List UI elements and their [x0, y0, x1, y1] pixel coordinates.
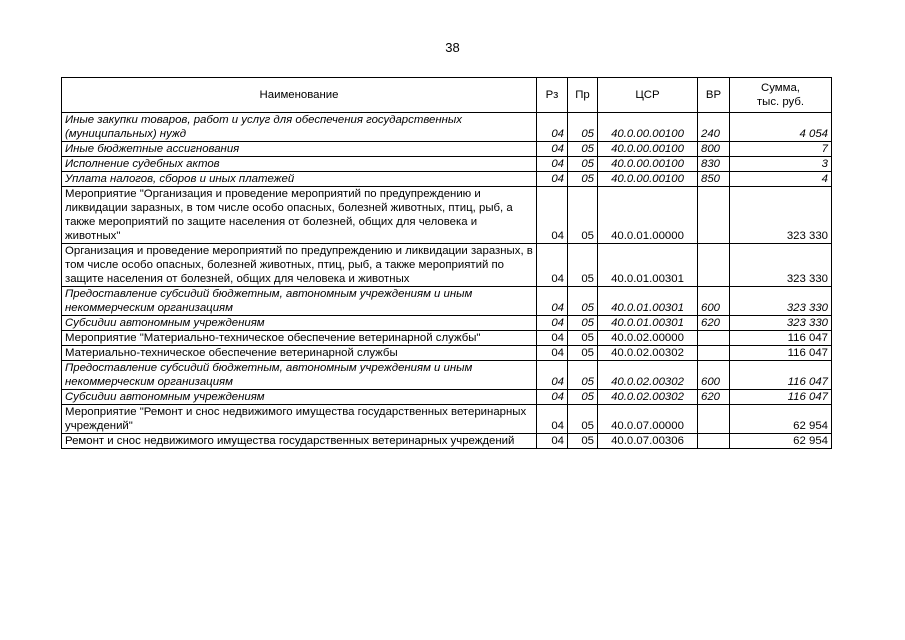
row-pr-cell: 05 [568, 361, 598, 390]
row-rz-cell: 04 [537, 331, 568, 346]
table-row [62, 346, 832, 361]
row-rz-cell: 04 [537, 287, 568, 316]
row-name-cell: Мероприятие "Организация и проведение мероприятий по предупреждению и ликвидации заразных, в том числе особо опасных, болезней животных, птиц, рыб, а также мероприятий по защите населения от болезней, общих для человека и животных" [62, 187, 537, 244]
row-vr-cell [698, 331, 730, 346]
row-rz-cell: 04 [537, 157, 568, 172]
row-csr-cell: 40.0.00.00100 [598, 172, 698, 187]
row-pr-cell: 05 [568, 172, 598, 187]
table-row [62, 434, 832, 449]
row-pr-cell: 05 [568, 434, 598, 449]
row-rz-cell: 04 [537, 390, 568, 405]
row-name-cell: Мероприятие "Материально-техническое обеспечение ветеринарной службы" [62, 331, 537, 346]
row-csr-cell: 40.0.02.00302 [598, 390, 698, 405]
table-header-row [62, 78, 832, 113]
table-row [62, 172, 832, 187]
row-name-cell: Исполнение судебных актов [62, 157, 537, 172]
row-name-cell: Организация и проведение мероприятий по предупреждению и ликвидации заразных, в том числе особо опасных, болезней животных, птиц, рыб, а также мероприятий по защите населения от болезней, общих для человека и животных [62, 244, 537, 287]
table-row [62, 142, 832, 157]
table-row [62, 244, 832, 287]
row-vr-cell: 600 [698, 361, 730, 390]
row-sum-cell: 4 [730, 172, 832, 187]
row-vr-cell: 800 [698, 142, 730, 157]
row-rz-cell: 04 [537, 346, 568, 361]
table-row [62, 187, 832, 244]
row-sum-cell: 323 330 [730, 244, 832, 287]
row-csr-cell: 40.0.02.00000 [598, 331, 698, 346]
row-csr-cell: 40.0.02.00302 [598, 346, 698, 361]
table-row [62, 390, 832, 405]
row-name-cell: Предоставление субсидий бюджетным, автономным учреждениям и иным некоммерческим организациям [62, 361, 537, 390]
row-csr-cell: 40.0.02.00302 [598, 361, 698, 390]
row-name-cell: Материально-техническое обеспечение ветеринарной службы [62, 346, 537, 361]
row-rz-cell: 04 [537, 187, 568, 244]
row-pr-cell: 05 [568, 287, 598, 316]
row-rz-cell: 04 [537, 316, 568, 331]
row-csr-cell: 40.0.00.00100 [598, 142, 698, 157]
row-csr-cell: 40.0.01.00000 [598, 187, 698, 244]
table-row [62, 331, 832, 346]
row-vr-cell: 850 [698, 172, 730, 187]
row-vr-cell [698, 187, 730, 244]
row-pr-cell: 05 [568, 346, 598, 361]
row-sum-cell: 323 330 [730, 287, 832, 316]
header-sum-line2: тыс. руб. [756, 96, 805, 108]
header-sum-line1: Сумма, [761, 82, 800, 94]
row-name-cell: Субсидии автономным учреждениям [62, 316, 537, 331]
row-pr-cell: 05 [568, 187, 598, 244]
header-name: Наименование [62, 78, 537, 113]
row-csr-cell: 40.0.00.00100 [598, 113, 698, 142]
row-pr-cell: 05 [568, 405, 598, 434]
row-name-cell: Ремонт и снос недвижимого имущества государственных ветеринарных учреждений [62, 434, 537, 449]
row-pr-cell: 05 [568, 142, 598, 157]
row-name-cell: Уплата налогов, сборов и иных платежей [62, 172, 537, 187]
row-sum-cell: 4 054 [730, 113, 832, 142]
row-sum-cell: 7 [730, 142, 832, 157]
table-row [62, 316, 832, 331]
table-body [62, 113, 832, 449]
row-sum-cell: 323 330 [730, 187, 832, 244]
row-sum-cell: 62 954 [730, 434, 832, 449]
row-vr-cell [698, 346, 730, 361]
row-vr-cell [698, 434, 730, 449]
row-sum-cell: 116 047 [730, 361, 832, 390]
row-rz-cell: 04 [537, 405, 568, 434]
row-csr-cell: 40.0.07.00000 [598, 405, 698, 434]
row-rz-cell: 04 [537, 361, 568, 390]
row-rz-cell: 04 [537, 244, 568, 287]
row-vr-cell [698, 244, 730, 287]
row-csr-cell: 40.0.01.00301 [598, 244, 698, 287]
row-sum-cell: 323 330 [730, 316, 832, 331]
table-row [62, 113, 832, 142]
row-name-cell: Предоставление субсидий бюджетным, автономным учреждениям и иным некоммерческим организациям [62, 287, 537, 316]
row-vr-cell: 620 [698, 316, 730, 331]
row-pr-cell: 05 [568, 390, 598, 405]
header-pr: Пр [568, 78, 598, 113]
row-csr-cell: 40.0.00.00100 [598, 157, 698, 172]
row-pr-cell: 05 [568, 331, 598, 346]
row-name-cell: Мероприятие "Ремонт и снос недвижимого имущества государственных ветеринарных учреждений" [62, 405, 537, 434]
row-sum-cell: 116 047 [730, 390, 832, 405]
row-pr-cell: 05 [568, 316, 598, 331]
row-vr-cell: 830 [698, 157, 730, 172]
row-csr-cell: 40.0.01.00301 [598, 287, 698, 316]
header-rz: Рз [537, 78, 568, 113]
row-rz-cell: 04 [537, 142, 568, 157]
row-rz-cell: 04 [537, 113, 568, 142]
table-row [62, 361, 832, 390]
row-rz-cell: 04 [537, 172, 568, 187]
row-name-cell: Иные бюджетные ассигнования [62, 142, 537, 157]
row-sum-cell: 116 047 [730, 346, 832, 361]
row-csr-cell: 40.0.07.00306 [598, 434, 698, 449]
row-vr-cell [698, 405, 730, 434]
row-csr-cell: 40.0.01.00301 [598, 316, 698, 331]
header-sum [730, 78, 832, 113]
header-csr: ЦСР [598, 78, 698, 113]
header-vr: ВР [698, 78, 730, 113]
row-name-cell: Иные закупки товаров, работ и услуг для обеспечения государственных (муниципальных) нужд [62, 113, 537, 142]
row-name-cell: Субсидии автономным учреждениям [62, 390, 537, 405]
row-vr-cell: 620 [698, 390, 730, 405]
row-sum-cell: 3 [730, 157, 832, 172]
row-vr-cell: 240 [698, 113, 730, 142]
table-row [62, 405, 832, 434]
row-pr-cell: 05 [568, 157, 598, 172]
budget-table [61, 77, 832, 449]
row-sum-cell: 116 047 [730, 331, 832, 346]
row-rz-cell: 04 [537, 434, 568, 449]
row-pr-cell: 05 [568, 244, 598, 287]
row-vr-cell: 600 [698, 287, 730, 316]
row-pr-cell: 05 [568, 113, 598, 142]
row-sum-cell: 62 954 [730, 405, 832, 434]
table-row [62, 157, 832, 172]
page-number: 38 [445, 40, 460, 55]
table-row [62, 287, 832, 316]
